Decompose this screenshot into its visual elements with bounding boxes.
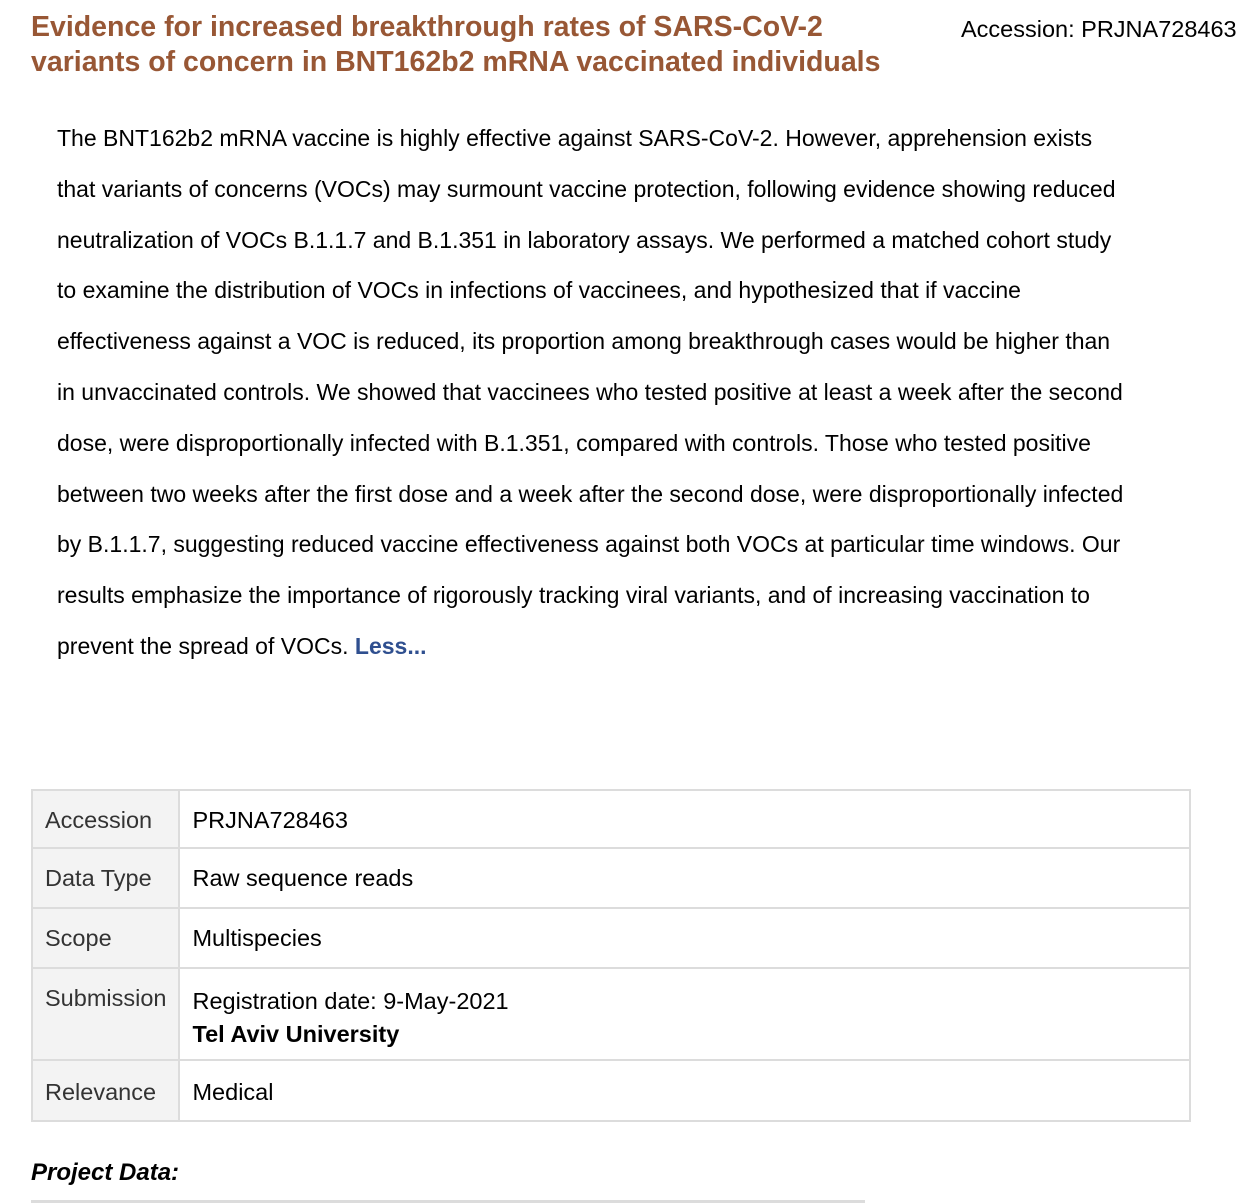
- scope-label: Scope: [32, 908, 179, 968]
- table-row-scope: [32, 908, 1190, 968]
- scope-value: Multispecies: [179, 908, 1190, 968]
- less-link[interactable]: Less...: [354, 632, 427, 659]
- abstract-body: The BNT162b2 mRNA vaccine is highly effective against SARS-CoV-2. However, apprehension exists that variants of concerns (VOCs) may surmount vaccine protection, following evidence showing reduced neutralization of VOCs B.1.1.7 and B.1.351 in laboratory assays. We performed a matched cohort study to examine the distribution of VOCs in infections of vaccinees, and hypothesized that if vaccine effectiveness against a VOC is reduced, its proportion among breakthrough cases would be higher than in unvaccinated controls. We showed that vaccinees who tested positive at least a week after the second dose, were disproportionally infected with B.1.351, compared with controls. Those who tested positive between two weeks after the first dose and a week after the second dose, were disproportionally infected by B.1.1.7, suggesting reduced vaccine effectiveness against both VOCs at particular time windows. Our results emphasize the importance of rigorously tracking viral variants, and of increasing vaccination to prevent the spread of VOCs.: [57, 125, 1124, 659]
- divider: [31, 1200, 865, 1203]
- submission-label: Submission: [32, 968, 179, 1060]
- accession-value: PRJNA728463: [179, 790, 1190, 848]
- registration-date: Registration date: 9-May-2021: [192, 988, 509, 1014]
- table-row-data-type: [32, 848, 1190, 908]
- submitting-organization: Tel Aviv University: [192, 1021, 400, 1047]
- data-type-label: Data Type: [32, 848, 179, 908]
- accession-header-label: Accession: PRJNA728463: [961, 16, 1237, 42]
- abstract-text: [57, 113, 1127, 672]
- relevance-value: Medical: [179, 1060, 1190, 1121]
- project-data-heading: Project Data:: [31, 1159, 180, 1186]
- relevance-label: Relevance: [32, 1060, 179, 1121]
- page-header: [31, 10, 1237, 90]
- table-row-submission: [32, 968, 1190, 1060]
- project-info-table: [31, 789, 1191, 1122]
- page-title: Evidence for increased breakthrough rates of SARS-CoV-2 variants of concern in BNT162b2 mRNA vaccinated individuals: [31, 11, 881, 78]
- submission-value: [179, 968, 1190, 1060]
- accession-label: Accession: [32, 790, 179, 848]
- table-row-relevance: [32, 1060, 1190, 1121]
- data-type-value: Raw sequence reads: [179, 848, 1190, 908]
- table-row-accession: [32, 790, 1190, 848]
